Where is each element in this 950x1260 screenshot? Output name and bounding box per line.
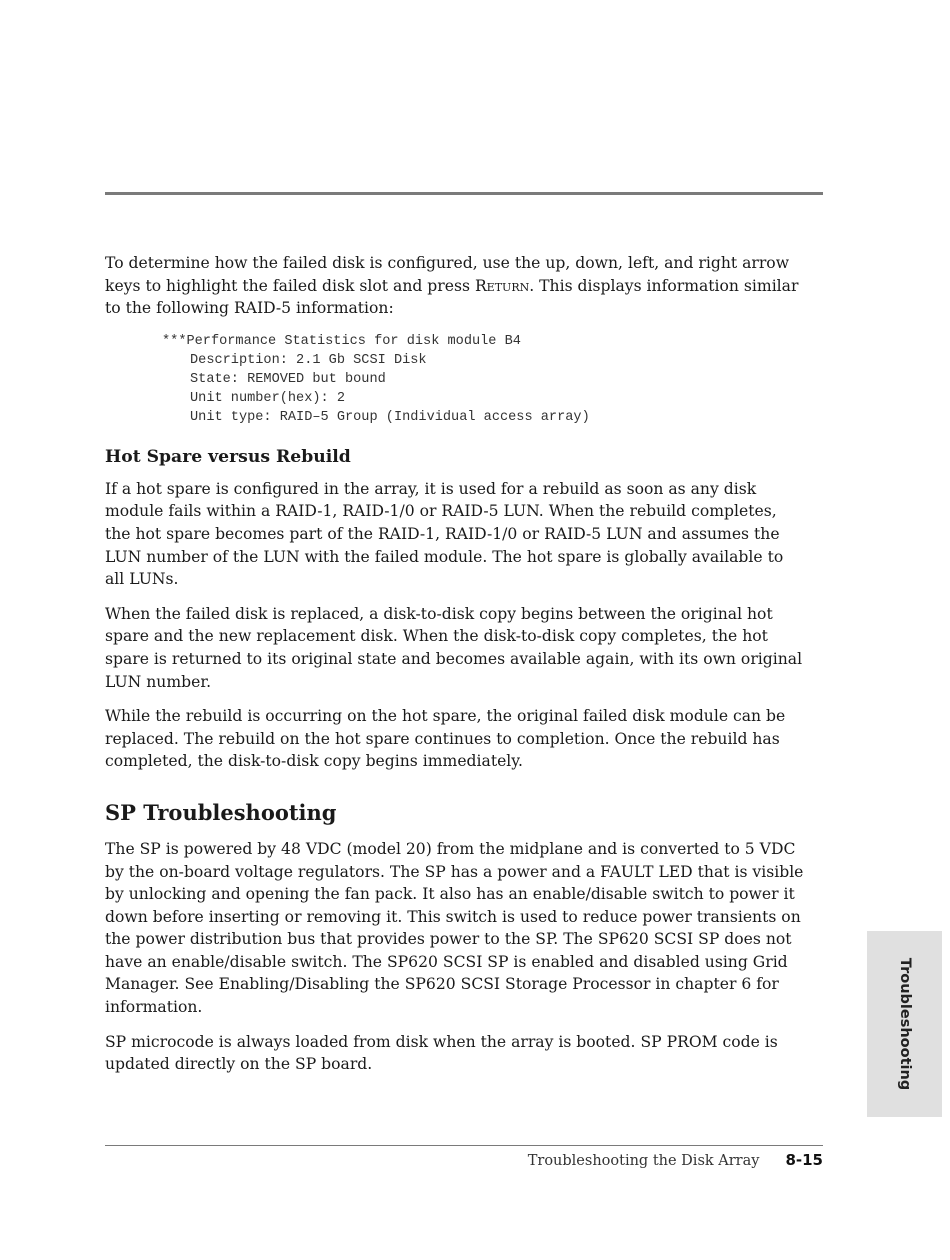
- hot-spare-paragraph-1: If a hot spare is configured in the array, it is used for a rebuild as soon as any disk module fails within a RAID-1, RAID-1/0 or RAID-5 LUN. When the rebuild completes, the hot spare becomes part of the RAID-1, RAID-1/0 or RAID-5 LUN and assumes the LUN number of the LUN with the failed module. The hot spare is globally available to all LUNs.: [105, 479, 784, 589]
- hot-spare-paragraph-3: While the rebuild is occurring on the hot spare, the original failed disk module can be replaced. The rebuild on the hot spare continues to completion. Once the rebuild has completed, the disk-to-disk copy begins immediately.: [105, 707, 786, 771]
- intro-text-after: . This displays information similar to the following RAID-5 information:: [105, 276, 799, 318]
- intro-text-before: To determine how the failed disk is configured, use the up, down, left, and right arrow keys to highlight the failed disk slot and press: [105, 254, 790, 295]
- footer-rule: [105, 1145, 823, 1146]
- footer-page-number: 8-15: [785, 1151, 823, 1169]
- page-footer: [528, 1150, 823, 1169]
- code-line-2: Description: 2.1 Gb SCSI Disk: [190, 352, 427, 368]
- page-content: [105, 252, 805, 1088]
- intro-paragraph: [105, 252, 805, 320]
- code-line-5: Unit type: RAID–5 Group (Individual access array): [190, 409, 590, 425]
- chapter-side-tab: [867, 931, 942, 1117]
- sp-paragraph-1: The SP is powered by 48 VDC (model 20) from the midplane and is converted to 5 VDC by the on-board voltage regulators. The SP has a power and a FAULT LED that is visible by unlocking and opening the fan pack. It also has an enable/disable switch to power it down before inserting or removing it. This switch is used to reduce power transients on the power distribution bus that provides power to the SP. The SP620 SCSI SP does not have an enable/disable switch. The SP620 SCSI SP is enabled and disabled using Grid Manager. See Enabling/Disabling the SP620 SCSI Storage Processor in chapter 6 for information.: [105, 839, 804, 1017]
- footer-chapter-title: Troubleshooting the Disk Array: [527, 1153, 760, 1169]
- code-line-4: Unit number(hex): 2: [190, 390, 345, 406]
- code-line-1: ***Performance Statistics for disk module B4: [162, 333, 521, 349]
- header-rule: [105, 192, 823, 195]
- hot-spare-heading: Hot Spare versus Rebuild: [105, 446, 351, 467]
- sp-paragraph-2: SP microcode is always loaded from disk when the array is booted. SP PROM code is updated directly on the SP board.: [105, 1032, 778, 1074]
- hot-spare-paragraph-2: When the failed disk is replaced, a disk-to-disk copy begins between the original hot spare and the new replacement disk. When the disk-to-disk copy completes, the hot spare is returned to its original state and becomes available again, with its own original LUN number.: [105, 604, 803, 691]
- code-line-3: State: REMOVED but bound: [190, 371, 386, 387]
- chapter-side-tab-label: Troubleshooting: [896, 957, 913, 1091]
- sp-troubleshooting-heading: SP Troubleshooting: [105, 799, 337, 825]
- return-key-label: Return: [474, 276, 530, 295]
- code-block: [162, 332, 805, 427]
